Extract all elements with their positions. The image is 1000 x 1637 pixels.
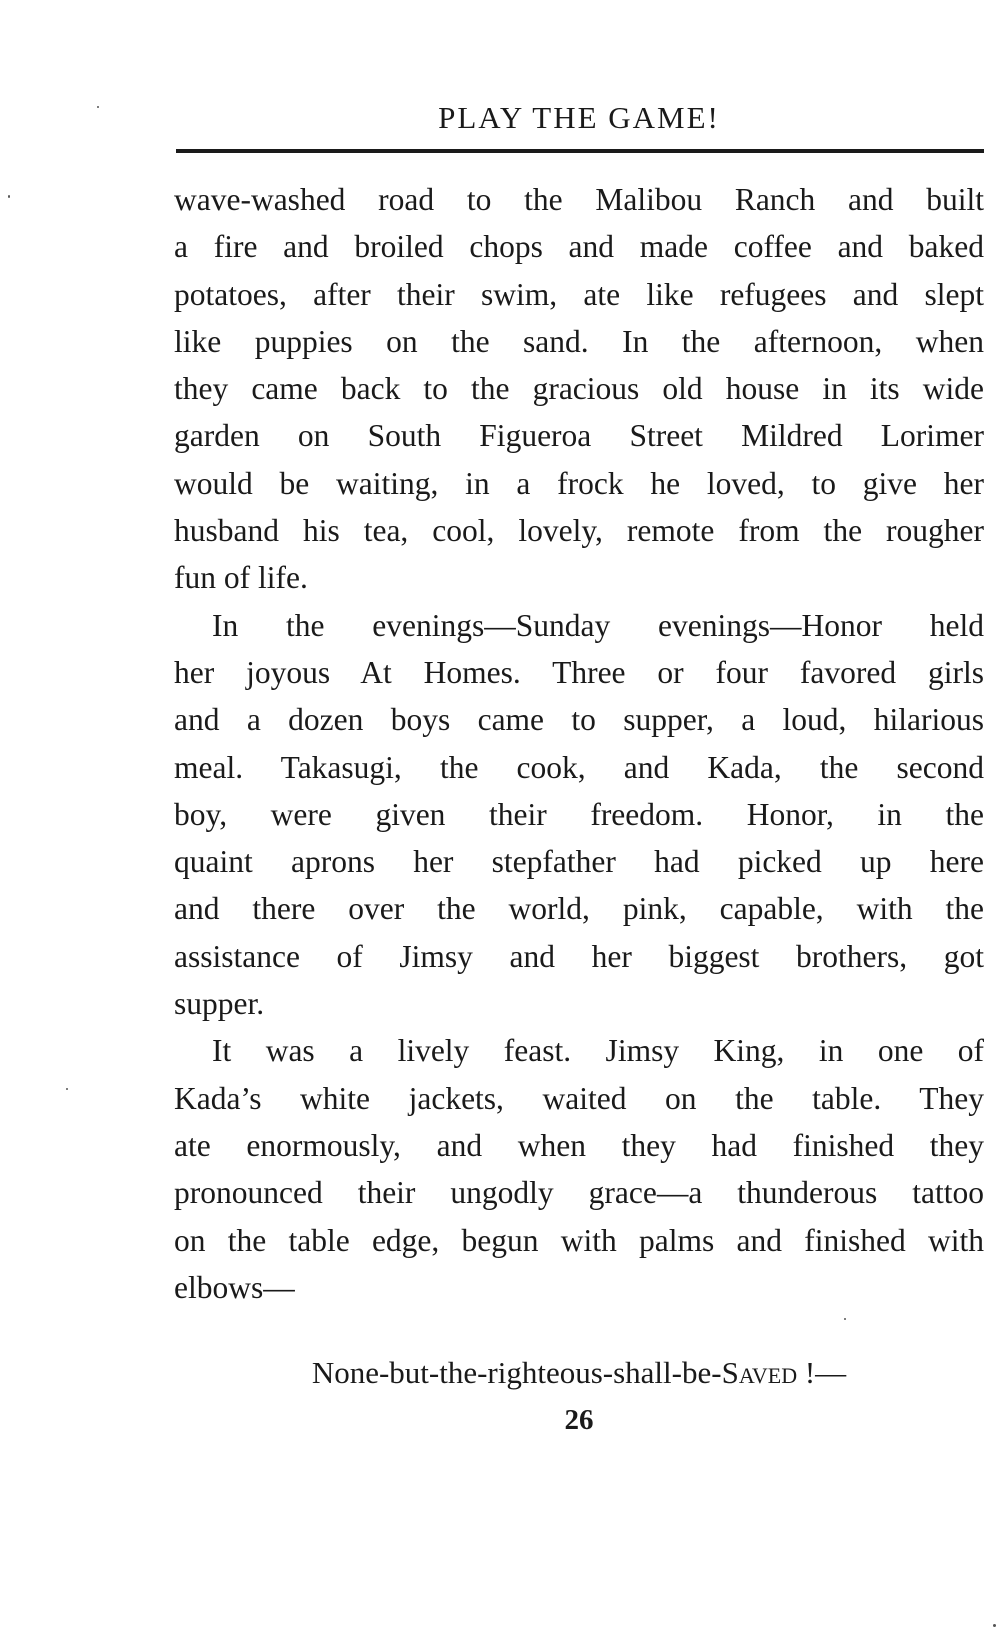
text-line: they came back to the gracious old house in its wide [174,371,984,407]
scan-speck [97,106,99,108]
text-line: husband his tea, cool, lovely, remote from the rougher [174,513,984,549]
verse-text-before: None-but-the-righteous-shall-be- [311,1355,722,1390]
scan-speck [844,1318,846,1320]
text-line: boy, were given their freedom. Honor, in the [174,796,984,832]
text-line: fun of life. [174,560,308,596]
text-line: garden on South Figueroa Street Mildred Lorimer [174,418,984,454]
text-line: a fire and broiled chops and made coffee and baked [174,229,984,265]
text-line: meal. Takasugi, the cook, and Kada, the second [174,749,984,785]
scan-speck [66,1088,68,1090]
text-line: Kada’s white jackets, waited on the table. They [174,1080,984,1116]
body-text [174,176,984,1311]
verse-text-after: !— [797,1355,847,1390]
verse-line [174,1353,984,1393]
header-rule [176,149,984,153]
text-line: supper. [174,986,265,1022]
text-line: elbows— [174,1269,295,1305]
text-line: her joyous At Homes. Three or four favored girls [174,654,984,690]
paragraph-3 [174,1027,984,1311]
text-line: pronounced their ungodly grace—a thunderous tattoo [174,1175,984,1211]
text-line: wave-washed road to the Malibou Ranch and built [174,182,984,217]
text-line: It was a lively feast. Jimsy King, in one of [212,1033,984,1069]
text-line: would be waiting, in a frock he loved, to give her [174,465,984,501]
text-line: assistance of Jimsy and her biggest brothers, got [174,938,984,974]
text-line: on the table edge, begun with palms and finished with [174,1222,984,1258]
text-line: and there over the world, pink, capable, with the [174,891,984,927]
text-line: and a dozen boys came to supper, a loud, hilarious [174,702,984,738]
paragraph-1 [174,176,984,602]
text-line: potatoes, after their swim, ate like refugees and slept [174,276,984,312]
text-line: like puppies on the sand. In the afternoon, when [174,323,984,359]
verse-small-caps: Saved [721,1355,798,1390]
text-line: quaint aprons her stepfather had picked up here [174,844,984,880]
text-line: ate enormously, and when they had finished they [174,1127,984,1163]
page-number: 26 [564,1404,594,1436]
paragraph-2 [174,602,984,1028]
text-line: In the evenings—Sunday evenings—Honor held [212,607,984,643]
scan-speck [993,1624,996,1627]
scan-speck [8,195,10,198]
running-title: PLAY THE GAME! [438,100,720,135]
